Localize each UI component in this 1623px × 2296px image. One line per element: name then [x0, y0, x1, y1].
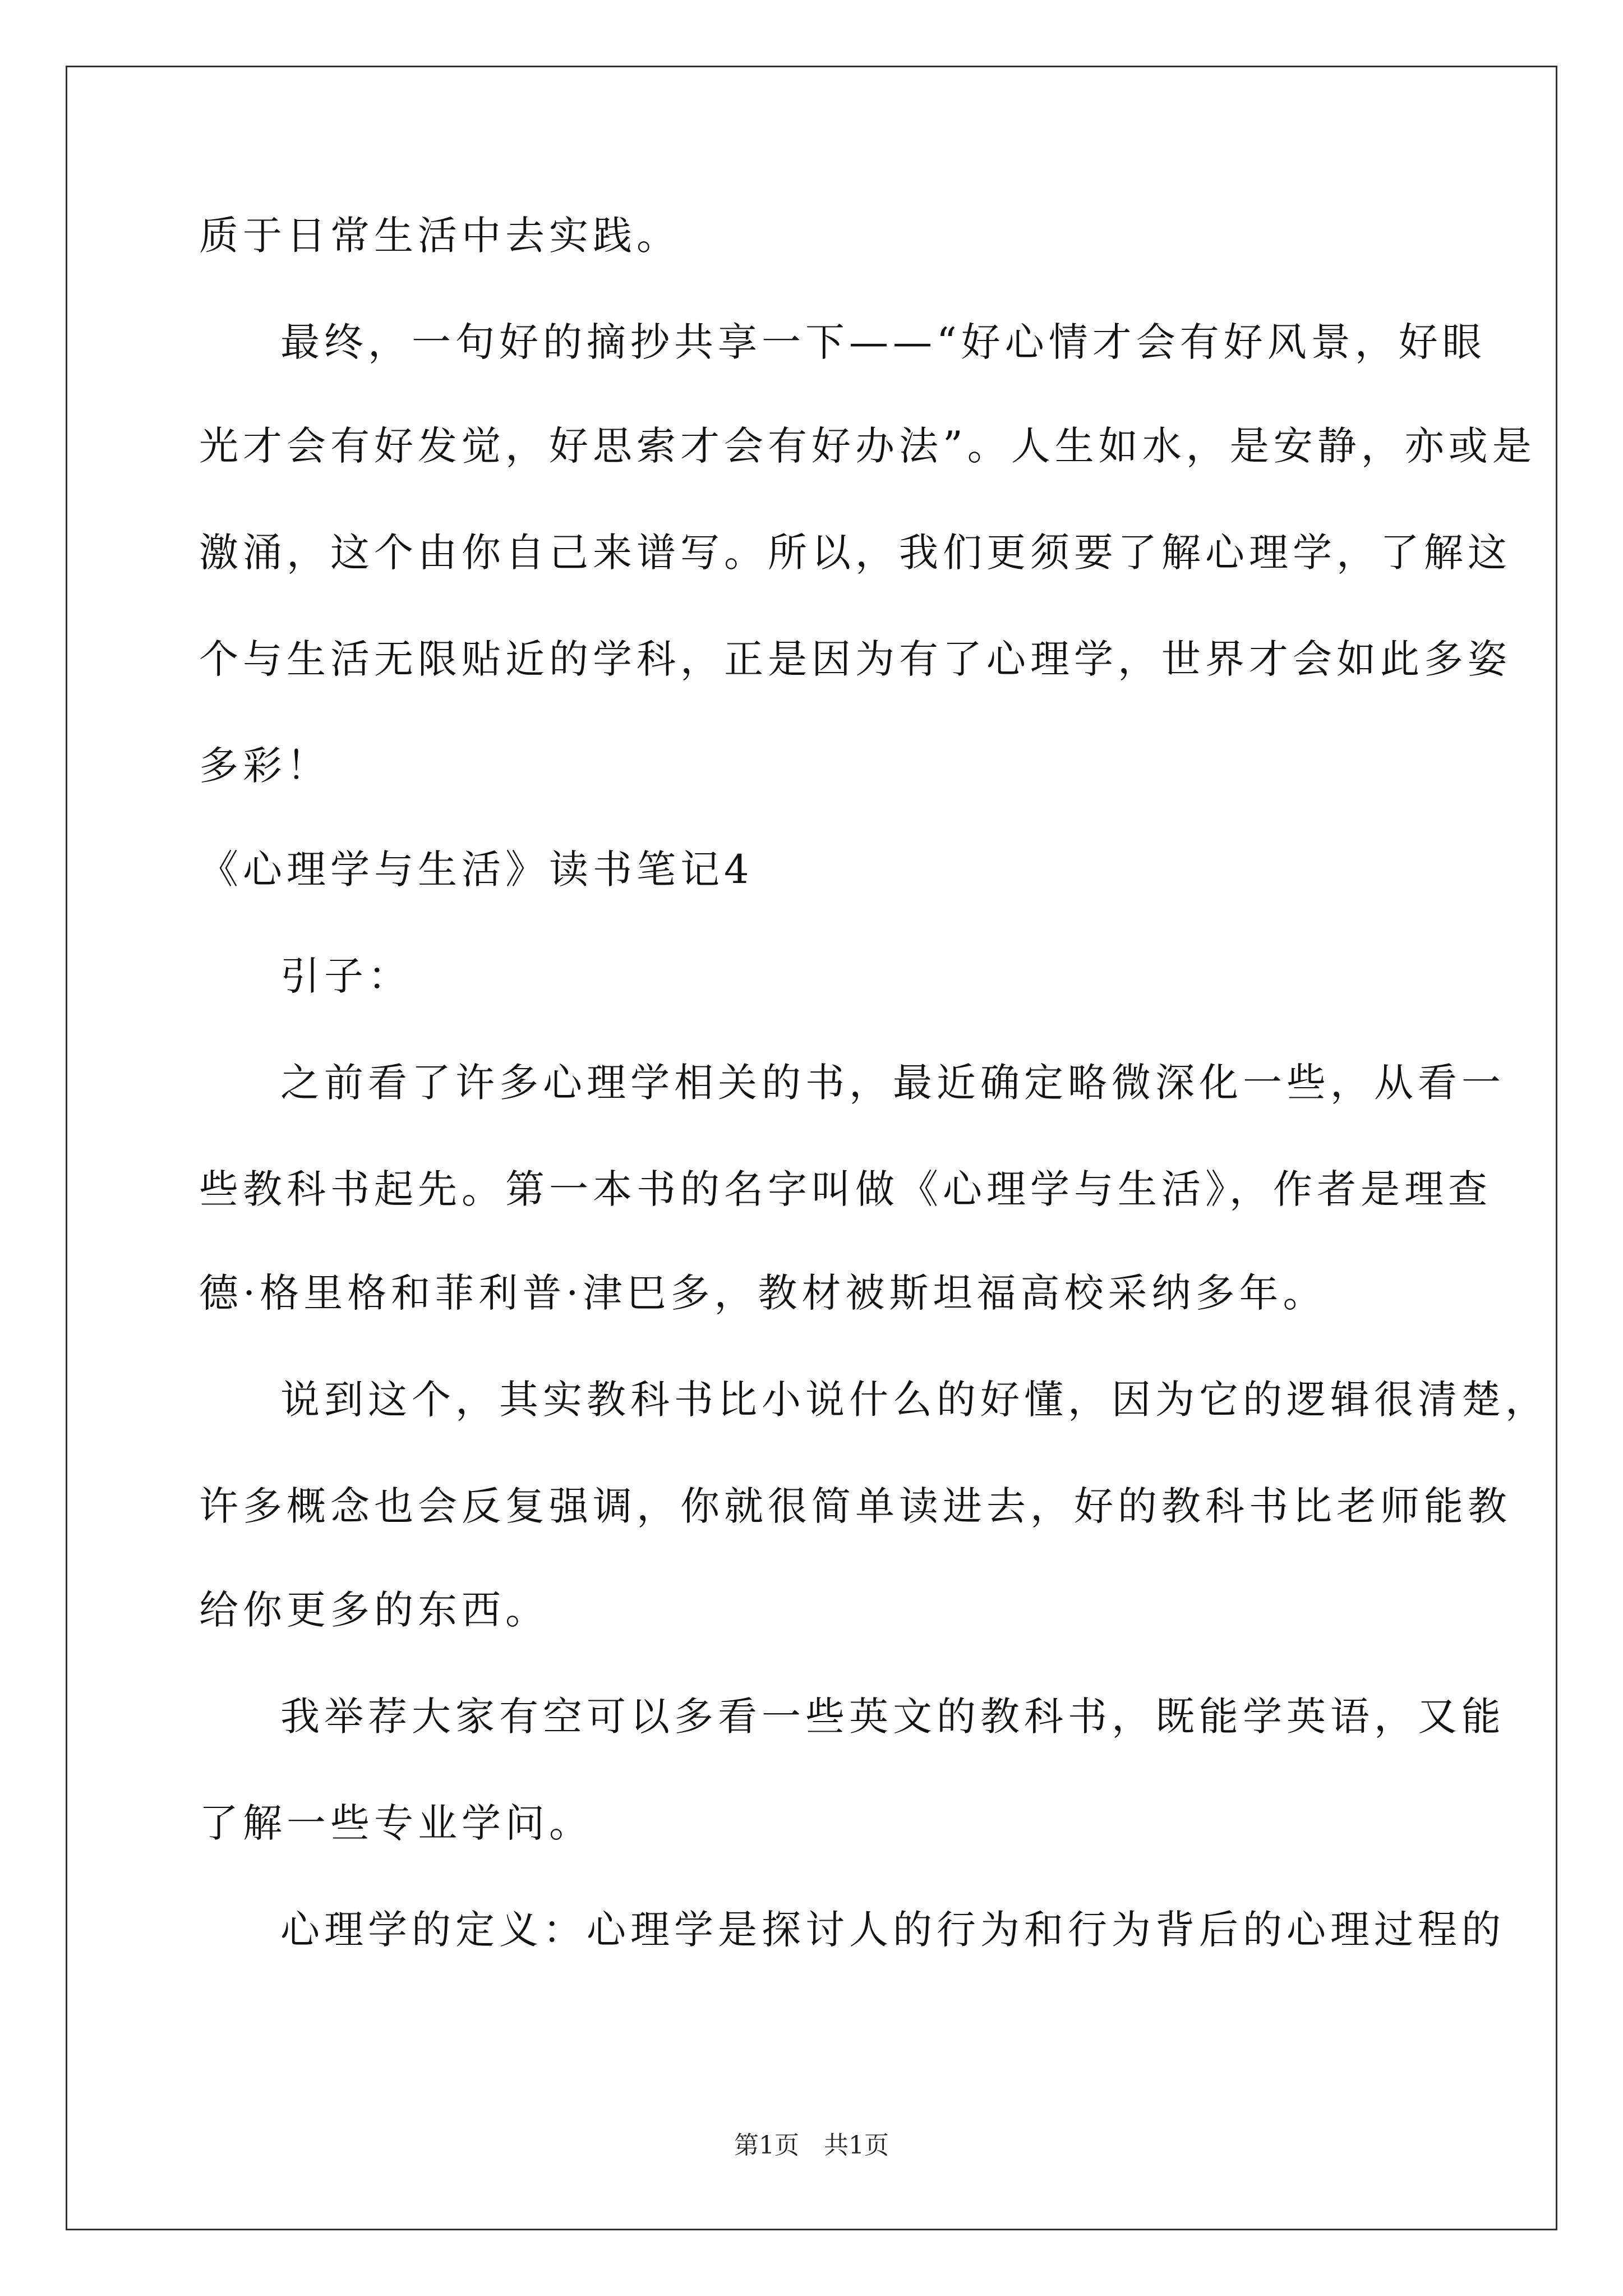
- paragraph-line: 给你更多的东西。: [199, 1587, 549, 1633]
- paragraph-line: 多彩！: [199, 743, 330, 789]
- paragraph-line: 了解一些专业学问。: [199, 1800, 593, 1846]
- paragraph-line: 说到这个，其实教科书比小说什么的好懂，因为它的逻辑很清楚，: [280, 1377, 1549, 1423]
- paragraph-line: 质于日常生活中去实践。: [199, 213, 680, 259]
- paragraph-line: 个与生活无限贴近的学科，正是因为有了心理学，世界才会如此多姿: [199, 636, 1511, 682]
- page-number-footer: 第1页 共1页: [734, 2131, 889, 2160]
- paragraph-line: 引子：: [280, 953, 412, 999]
- paragraph-line: 心理学的定义：心理学是探讨人的行为和行为背后的心理过程的: [280, 1907, 1505, 1953]
- paragraph-line: 德·格里格和菲利普·津巴多，教材被斯坦福高校采纳多年。: [199, 1270, 1327, 1316]
- paragraph-line: 光才会有好发觉，好思索才会有好办法”。人生如水，是安静，亦或是: [199, 423, 1536, 469]
- paragraph-line: 我举荐大家有空可以多看一些英文的教科书，既能学英语，又能: [280, 1694, 1505, 1740]
- paragraph-line: 激涌，这个由你自己来谱写。所以，我们更须要了解心理学，了解这: [199, 530, 1511, 576]
- paragraph-line: 些教科书起先。第一本书的名字叫做《心理学与生活》，作者是理查: [199, 1166, 1492, 1212]
- paragraph-line: 最终，一句好的摘抄共享一下——“好心情才会有好风景，好眼: [280, 319, 1486, 365]
- paragraph-line: 之前看了许多心理学相关的书，最近确定略微深化一些，从看一: [280, 1060, 1505, 1106]
- section-heading: 《心理学与生活》读书笔记4: [199, 846, 754, 892]
- paragraph-line: 许多概念也会反复强调，你就很简单读进去，好的教科书比老师能教: [199, 1483, 1511, 1529]
